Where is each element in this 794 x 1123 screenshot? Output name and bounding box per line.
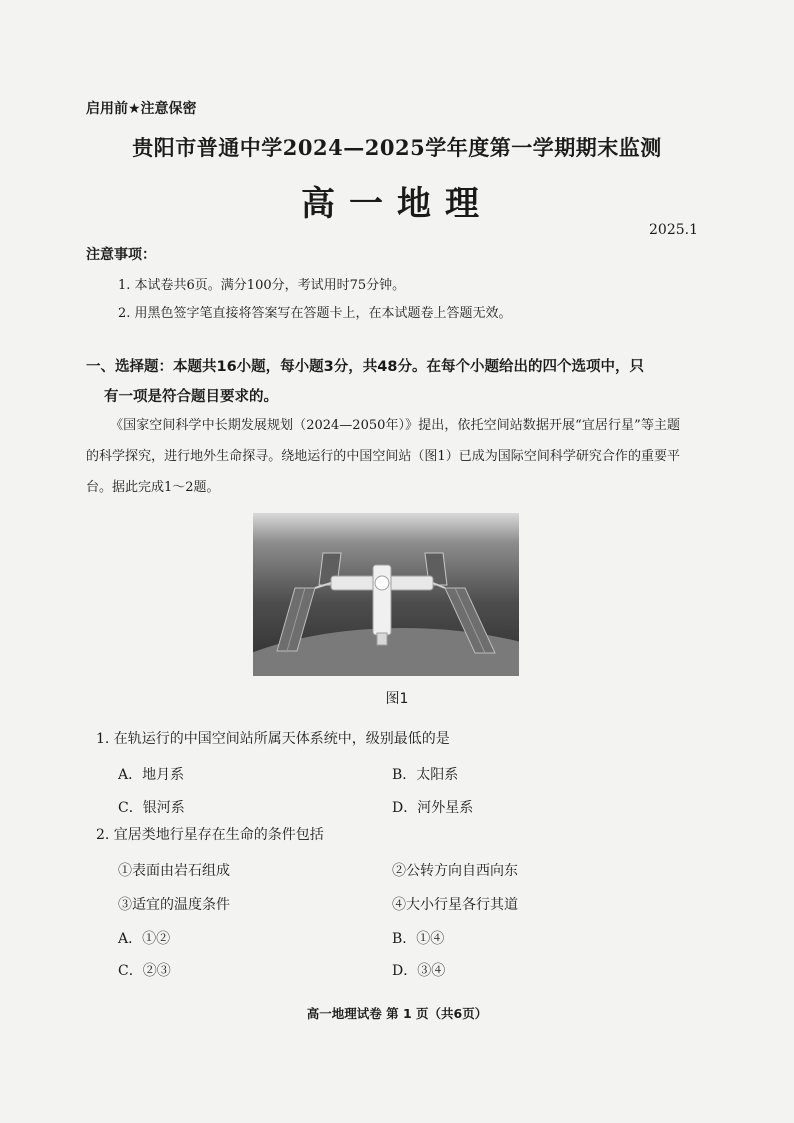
reading-passage: [86, 410, 680, 503]
confidential-mark: 启用前★注意保密: [86, 101, 197, 117]
space-station-illustration: [253, 513, 519, 676]
space-station-image: [253, 513, 519, 676]
q2-option-d: D．③④: [392, 963, 446, 979]
question-2-stem: 2. 宜居类地行星存在生命的条件包括: [96, 827, 324, 843]
passage-text: 《国家空间科学中长期发展规划（2024—2050年）》提出，依托空间站数据开展“宜居行星”等主题的科学探究，进行地外生命探寻。绕地运行的中国空间站（图1）已成为国际空间科学研究合作的重要平台。据此完成1～2题。: [86, 418, 680, 495]
figure-caption: 图1: [385, 691, 409, 707]
section-line-1: 一、选择题：本题共16小题，每小题3分，共48分。在每个小题给出的四个选项中，只: [86, 359, 644, 375]
question-1-stem: 1. 在轨运行的中国空间站所属天体系统中，级别最低的是: [96, 731, 450, 747]
notice-item: 2. 用黑色签字笔直接将答案写在答题卡上，在本试题卷上答题无效。: [118, 306, 512, 321]
section-heading: [86, 352, 686, 412]
q1-option-b: B．太阳系: [392, 767, 459, 783]
q2-statement: ④大小行星各行其道: [392, 897, 518, 913]
q2-option-b: B．①④: [392, 931, 445, 947]
page-footer: 高一地理试卷 第 1 页（共6页）: [306, 1006, 488, 1021]
q2-statement: ①表面由岩石组成: [118, 863, 230, 879]
q2-option-a: A．①②: [118, 931, 171, 947]
q1-option-d: D．河外星系: [392, 800, 474, 816]
notice-item: 1. 本试卷共6页。满分100分，考试用时75分钟。: [118, 278, 406, 293]
q2-statement: ②公转方向自西向东: [392, 863, 518, 879]
subject-title: 高一地理: [301, 184, 493, 224]
q2-statement: ③适宜的温度条件: [118, 897, 230, 913]
section-line-2: 有一项是符合题目要求的。: [104, 389, 278, 405]
notice-heading: 注意事项：: [86, 247, 156, 263]
q1-option-c: C．银河系: [118, 800, 185, 816]
exam-date: 2025.1: [649, 222, 698, 238]
q1-option-a: A．地月系: [118, 767, 185, 783]
q2-option-c: C．②③: [118, 963, 171, 979]
exam-title: 贵阳市普通中学2024—2025学年度第一学期期末监测: [132, 135, 662, 160]
